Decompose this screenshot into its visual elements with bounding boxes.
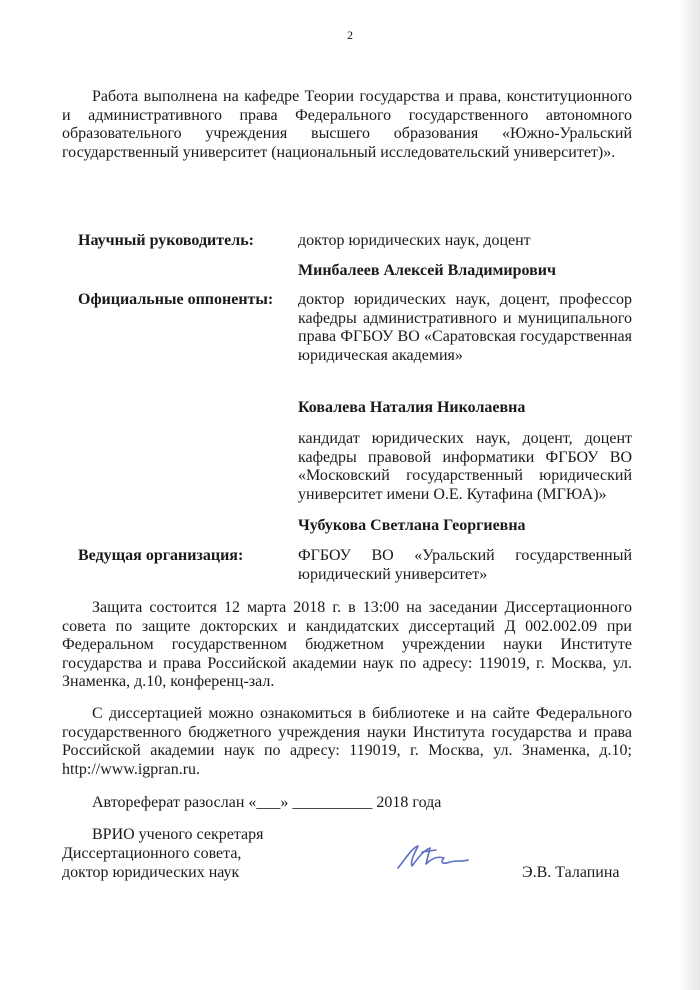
secretary-block <box>62 825 292 882</box>
supervisor-name: Минбалеев Алексей Владимирович <box>298 262 557 279</box>
secretary-title: ВРИО ученого секретаря <box>92 826 264 843</box>
opponents-label: Официальные оппоненты: <box>78 291 274 308</box>
opponent-1-name: Ковалева Наталия Николаевна <box>298 399 526 416</box>
lead-org-label: Ведущая организация: <box>78 547 244 564</box>
opponent-2-description: кандидат юридических наук, доцент, доцент кафедры правовой информатики ФГБОУ ВО «Московский государственный юридический университет имени О.Е. Кутафина (МГЮА)» <box>298 430 632 503</box>
sent-date-line: Автореферат разослан «___» __________ 2018 года <box>92 794 442 811</box>
supervisor-degree: доктор юридических наук, доцент <box>298 232 531 249</box>
opponent-2-name: Чубукова Светлана Георгиевна <box>298 517 526 534</box>
page-edge-shadow <box>678 0 700 990</box>
intro-paragraph: Работа выполнена на кафедре Теории государства и права, конституционного и административного права Федерального государственного автономного образовательного учреждения высшего образования «Южно-Уральский государственный университет (национальный исследовательский университет)». <box>62 88 632 161</box>
supervisor-label: Научный руководитель: <box>78 232 254 249</box>
signature-icon <box>392 838 472 878</box>
page-number: 2 <box>347 28 353 42</box>
defense-paragraph: Защита состоится 12 марта 2018 г. в 13:00 на заседании Диссертационного совета по защите докторских и кандидатских диссертаций Д 002.002.09 при Федеральном государственном бюджетном учреждении науки Институте государства и права Российской академии наук по адресу: 119019, г. Москва, ул. Знаменка, д.10, конференц-зал. <box>62 599 632 690</box>
opponent-1-description: доктор юридических наук, доцент, профессор кафедры административного и муниципального права ФГБОУ ВО «Саратовская государственная юридическая академия» <box>298 291 632 364</box>
library-paragraph: С диссертацией можно ознакомиться в библиотеке и на сайте Федерального государственного бюджетного учреждения науки Института государства и права Российской академии наук по адресу: 119019, г. Москва, ул. Знаменка, д.10; http://www.igpran.ru. <box>62 705 632 778</box>
secretary-degree: доктор юридических наук <box>62 864 240 881</box>
secretary-name: Э.В. Талапина <box>522 864 620 881</box>
lead-org-value: ФГБОУ ВО «Уральский государственный юридический университет» <box>298 547 632 583</box>
secretary-council: Диссертационного совета, <box>62 845 242 862</box>
